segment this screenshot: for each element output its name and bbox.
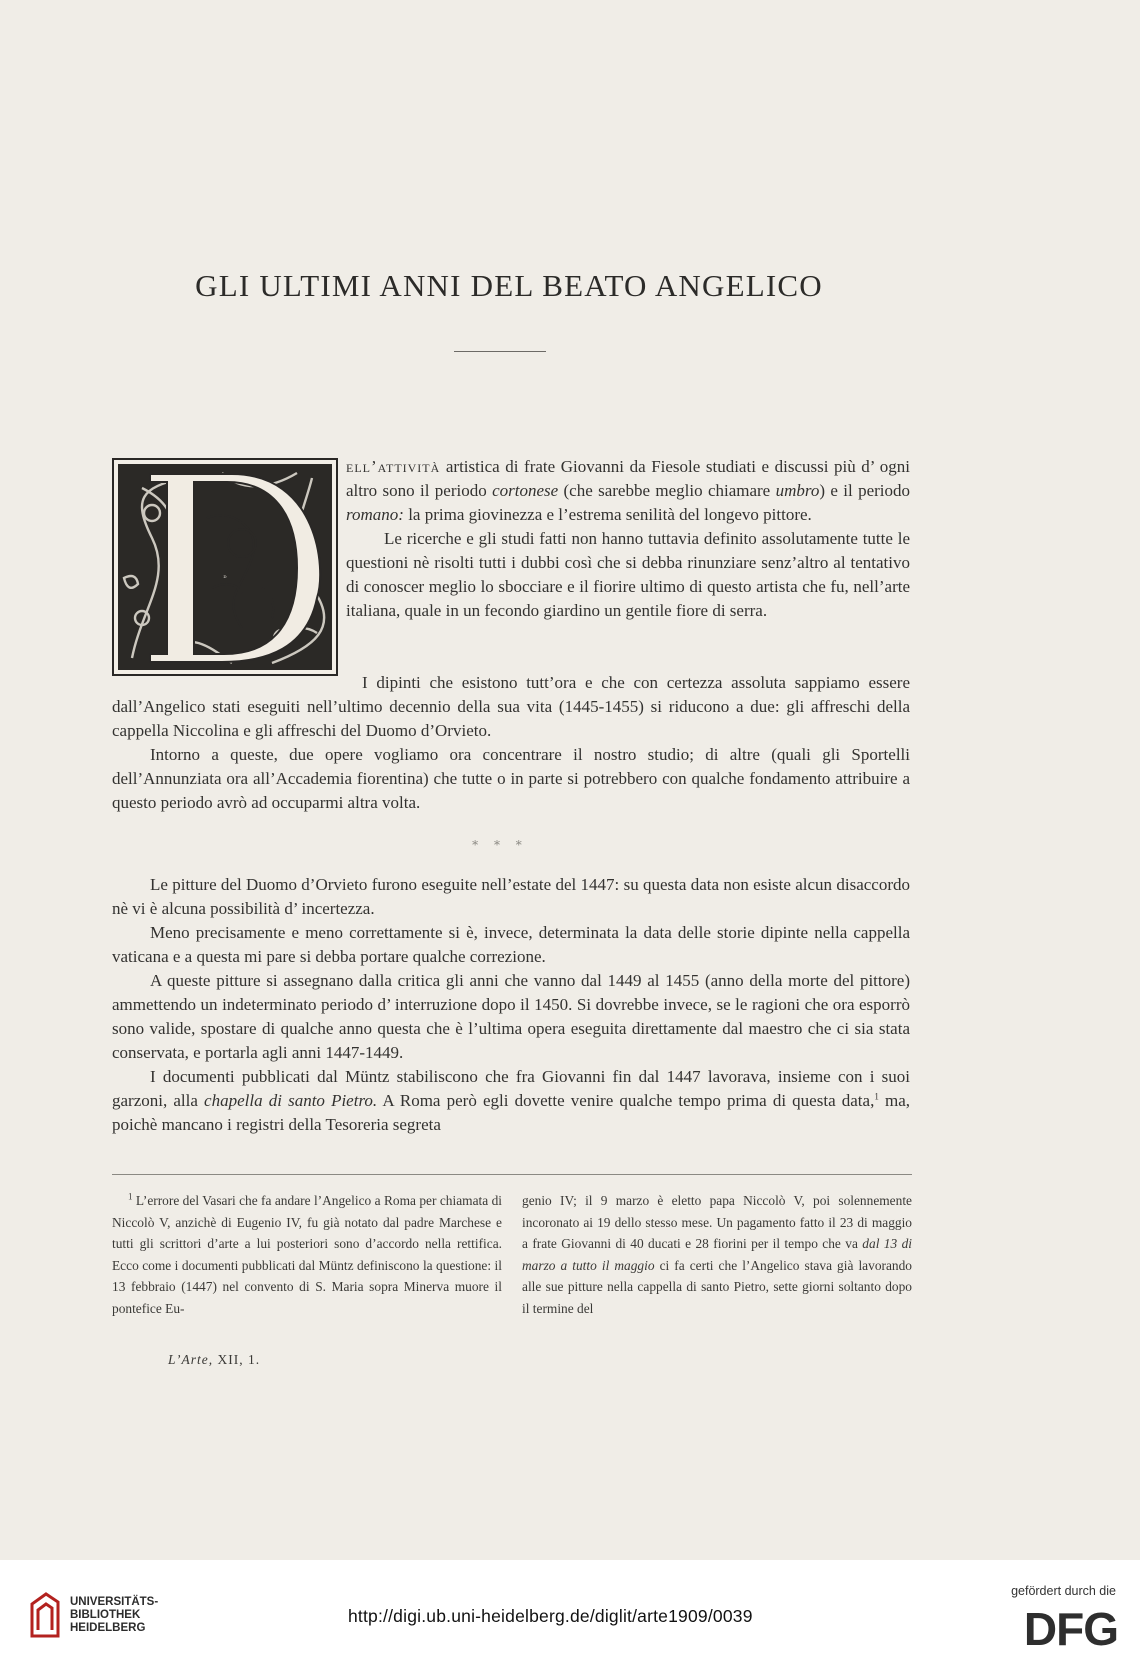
- footnote-right-column: genio IV; il 9 marzo è eletto papa Niccolò V, poi solennemente incoronato ai 19 dello stesso mese. Un pagamento fatto il 23 di maggio a frate Giovanni di 40 ducati e 28 fiorini per il tempo che va dal 13 di marzo a tutto il maggio ci fa certi che l’Angelico stava già lavorando alle sue pitture nella cappella di santo Pietro, sette giorni soltanto dopo il termine del: [522, 1193, 912, 1316]
- university-library-logo-icon: [28, 1590, 62, 1640]
- intro-block: [346, 455, 910, 623]
- footnote-divider: [112, 1174, 912, 1175]
- intro-paragraph-3: I dipinti che esistono tutt’ora e che con certezza assoluta sappiamo essere dall’Angelico stati eseguiti nell’ultimo decennio della sua vita (1445-1455) si riducono a due: gli affreschi della cappella Niccolina e gli affreschi del Duomo d’Orvieto.: [112, 673, 910, 740]
- funding-caption: gefördert durch die: [1011, 1584, 1116, 1598]
- svg-text:D: D: [223, 574, 227, 579]
- title-divider: [454, 351, 546, 352]
- intro-continuation: [112, 671, 910, 815]
- intro-paragraph-2: Le ricerche e gli studi fatti non hanno tuttavia definito assolutamente tutte le questioni nè risolti tutti i dubbi così che si debba rinunziare senz’altro al tentativo di conoscer meglio lo sbocciare e il fiorire ultimo di questo artista che fu, nell’arte italiana, quale in un fecondo giardino un gentile fiore di serra.: [346, 529, 910, 620]
- section-2-paragraph-4: I documenti pubblicati dal Müntz stabiliscono che fra Giovanni fin dal 1447 lavorava, insieme con i suoi garzoni, alla chapella di santo Pietro. A Roma però egli dovette venire qualche tempo prima di questa data,$^1$ ma, poichè mancano i registri della Tesoreria segreta: [112, 1067, 910, 1134]
- viewer-footer: [0, 1560, 1140, 1662]
- page-signature: L’Arte, XII, 1.: [168, 1352, 261, 1367]
- footnote-reference: 1: [874, 1091, 879, 1102]
- lead-smallcaps: ell’attività: [346, 457, 441, 476]
- section-2: [112, 873, 910, 1137]
- permalink-url[interactable]: http://digi.ub.uni-heidelberg.de/diglit/arte1909/0039: [348, 1606, 753, 1626]
- decorated-initial-d-icon: [112, 458, 338, 676]
- section-2-paragraph-1: Le pitture del Duomo d’Orvieto furono eseguite nell’estate del 1447: su questa data non esiste alcun disaccordo nè vi è alcuna possibilità d’ incertezza.: [112, 875, 910, 918]
- section-2-paragraph-3: A queste pitture si assegnano dalla critica gli anni che vanno dal 1449 al 1455 (anno della morte del pittore) ammettendo un indeterminato periodo d’ interruzione dopo il 1450. Si dovrebbe invece, se le ragioni che ora esporrò sono valide, spostare di qualche anno questa che è l’ultima opera eseguita direttamente dal maestro che ci sia stata conservata, e portarla agli anni 1447-1449.: [112, 971, 910, 1062]
- footnote-left-column: [112, 1190, 502, 1319]
- section-separator: * * *: [472, 838, 528, 852]
- dfg-logo: DFG: [1023, 1603, 1118, 1655]
- university-library-name: UNIVERSITÄTS- BIBLIOTHEK HEIDELBERG: [70, 1596, 159, 1634]
- section-2-paragraph-2: Meno precisamente e meno correttamente si è, invece, determinata la data delle storie dipinte nella cappella vaticana e a questa mi pare si debba portare qualche correzione.: [112, 923, 910, 966]
- intro-paragraph-1: ell’attività artistica di frate Giovanni da Fiesole studiati e discussi più d’ ogni altro sono il periodo cortonese (che sarebbe meglio chiamare umbro) e il periodo romano: la prima giovinezza e l’estrema senilità del longevo pittore.: [346, 457, 910, 524]
- article-title: GLI ULTIMI ANNI DEL BEATO ANGELICO: [195, 268, 823, 303]
- footnote-marker: 1: [128, 1191, 133, 1202]
- intro-paragraph-4: Intorno a queste, due opere vogliamo ora concentrare il nostro studio; di altre (quali gli Sportelli dell’Annunziata ora all’Accademia fiorentina) che tutte o in parte si potrebbero con qualche fondamento attribuire a questo periodo avrò ad occuparmi altra volta.: [112, 745, 910, 812]
- footnote-text-left: L’errore del Vasari che fa andare l’Angelico a Roma per chiamata di Niccolò V, anzichè di Eugenio IV, fu già notato dal padre Marchese e tutti gli scrittori d’arte a lui posteriori sono d’accordo nella rettifica. Ecco come i documenti pubblicati dal Müntz definiscono la questione: il 13 febbraio (1447) nel convento di S. Maria sopra Minerva muore il pontefice Eu-: [112, 1193, 502, 1316]
